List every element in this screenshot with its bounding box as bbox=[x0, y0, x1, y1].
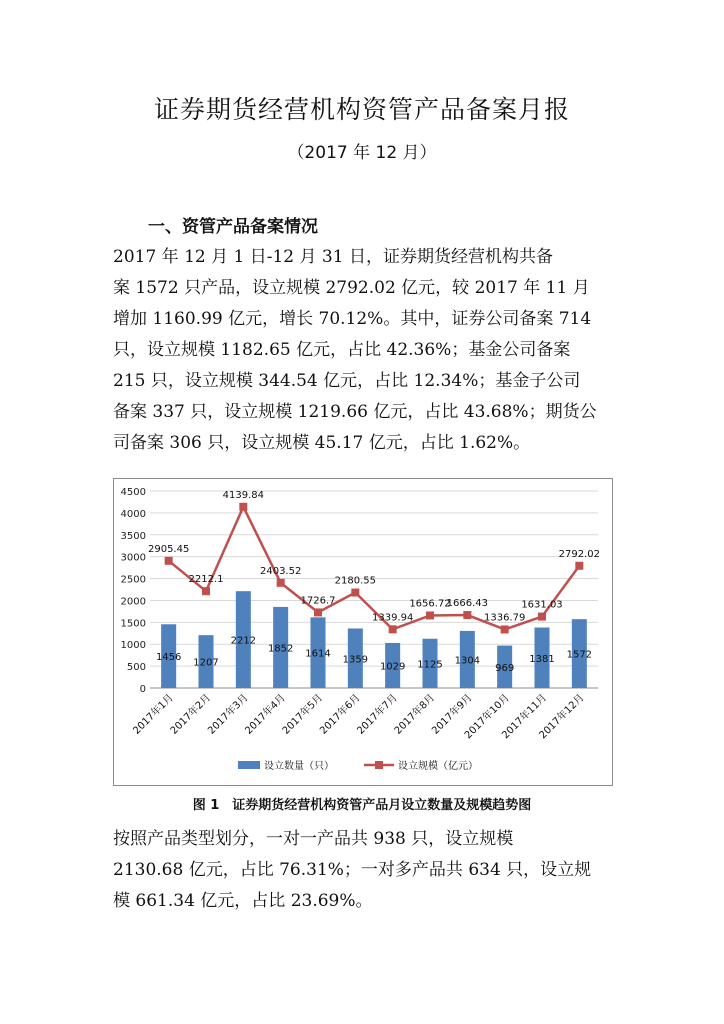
legend-bar-label: 设立数量（只） bbox=[264, 761, 334, 772]
x-tick-label: 2017年3月 bbox=[206, 692, 251, 737]
line-value-label: 1656.72 bbox=[409, 598, 451, 610]
bar-value-label: 1572 bbox=[566, 649, 593, 661]
line-point bbox=[351, 589, 359, 597]
bar-value-label: 1381 bbox=[529, 653, 555, 665]
paragraph-line: 按照产品类型划分，一对一产品共 938 只，设立规模 bbox=[113, 829, 514, 849]
x-tick-label: 2017年4月 bbox=[243, 692, 288, 737]
y-tick-label: 1000 bbox=[120, 640, 146, 652]
document-subtitle: （2017 年 12 月） bbox=[287, 143, 437, 163]
legend-line-marker bbox=[375, 761, 383, 769]
bar-value-label: 1456 bbox=[155, 652, 182, 664]
y-tick-label: 2000 bbox=[120, 596, 146, 608]
line-point bbox=[202, 587, 210, 595]
line-point bbox=[463, 611, 471, 619]
line-point bbox=[426, 611, 434, 619]
bar-value-label: 1614 bbox=[305, 648, 331, 660]
figure-caption: 图 1 证券期货经营机构资管产品月设立数量及规模趋势图 bbox=[192, 798, 532, 813]
y-tick-label: 0 bbox=[139, 684, 146, 695]
x-tick-label: 2017年9月 bbox=[430, 692, 475, 737]
line-point bbox=[277, 579, 285, 587]
bar-value-label: 1207 bbox=[193, 657, 219, 669]
line-value-label: 1666.43 bbox=[446, 598, 489, 610]
paragraph-line: 模 661.34 亿元，占比 23.69%。 bbox=[113, 891, 373, 911]
x-tick-label: 2017年5月 bbox=[280, 692, 326, 737]
paragraph-line: 2017 年 12 月 1 日-12 月 31 日，证券期货经营机构共备 bbox=[113, 247, 553, 267]
x-tick-label: 2017年7月 bbox=[355, 692, 400, 737]
y-tick-label: 4000 bbox=[120, 508, 146, 520]
paragraph-summary bbox=[113, 242, 613, 459]
x-tick-label: 2017年6月 bbox=[318, 692, 363, 737]
line-point bbox=[538, 613, 546, 621]
line-point bbox=[389, 625, 397, 633]
line-value-label: 1631.03 bbox=[521, 599, 563, 611]
series-line bbox=[169, 507, 580, 630]
line-value-label: 2792.02 bbox=[558, 548, 601, 560]
line-value-label: 1339.94 bbox=[371, 612, 414, 624]
bar-value-label: 1852 bbox=[267, 643, 294, 655]
line-point bbox=[575, 562, 583, 570]
document-title: 证券期货经营机构资管产品备案月报 bbox=[153, 95, 570, 124]
chart-container bbox=[113, 478, 613, 786]
legend-line-label: 设立规模（亿元） bbox=[398, 761, 478, 772]
paragraph-line: 只，设立规模 1182.65 亿元，占比 42.36%；基金公司备案 bbox=[113, 340, 571, 360]
paragraph-line: 司备案 306 只，设立规模 45.17 亿元，占比 1.62%。 bbox=[113, 433, 531, 453]
bar-value-label: 969 bbox=[495, 662, 515, 674]
x-tick-label: 2017年2月 bbox=[168, 692, 214, 737]
trend-chart bbox=[114, 479, 612, 785]
line-point bbox=[501, 625, 509, 633]
line-point bbox=[165, 557, 173, 565]
paragraph-line: 案 1572 只产品，设立规模 2792.02 亿元，较 2017 年 11 月 bbox=[113, 278, 590, 298]
y-tick-label: 1500 bbox=[120, 618, 146, 630]
bar-value-label: 1029 bbox=[379, 661, 406, 673]
bar-value-label: 1125 bbox=[417, 659, 443, 671]
paragraph-product-types bbox=[113, 824, 613, 917]
line-value-label: 4139.84 bbox=[222, 489, 265, 501]
paragraph-line: 215 只，设立规模 344.54 亿元，占比 12.34%；基金子公司 bbox=[113, 371, 581, 391]
y-tick-label: 2500 bbox=[120, 574, 146, 586]
line-value-label: 1726.7 bbox=[300, 595, 336, 607]
y-tick-label: 3500 bbox=[120, 530, 146, 542]
x-tick-label: 2017年1月 bbox=[131, 692, 176, 737]
line-point bbox=[239, 503, 247, 511]
paragraph-line: 2130.68 亿元，占比 76.31%；一对多产品共 634 只，设立规 bbox=[113, 860, 592, 880]
x-tick-label: 2017年8月 bbox=[392, 692, 438, 737]
line-value-label: 2403.52 bbox=[259, 565, 302, 577]
paragraph-line: 增加 1160.99 亿元，增长 70.12%。其中，证券公司备案 714 bbox=[113, 309, 592, 329]
x-tick-label: 2017年10月 bbox=[462, 692, 512, 742]
line-value-label: 2180.55 bbox=[334, 575, 377, 587]
legend-bar-swatch bbox=[238, 761, 260, 769]
bar-value-label: 1304 bbox=[454, 655, 481, 667]
line-value-label: 2212.1 bbox=[188, 574, 224, 586]
bar-value-label: 2212 bbox=[230, 635, 257, 647]
x-tick-label: 2017年11月 bbox=[500, 692, 550, 742]
bar-value-label: 1359 bbox=[342, 654, 369, 666]
x-tick-label: 2017年12月 bbox=[537, 692, 587, 742]
y-tick-label: 3000 bbox=[120, 552, 146, 564]
line-point bbox=[314, 608, 322, 616]
y-tick-label: 4500 bbox=[120, 487, 146, 498]
paragraph-line: 备案 337 只，设立规模 1219.66 亿元，占比 43.68%；期货公 bbox=[113, 402, 597, 422]
line-value-label: 1336.79 bbox=[483, 612, 526, 624]
section-heading: 一、资管产品备案情况 bbox=[148, 217, 318, 237]
y-tick-label: 500 bbox=[126, 662, 146, 674]
line-value-label: 2905.45 bbox=[147, 543, 190, 555]
